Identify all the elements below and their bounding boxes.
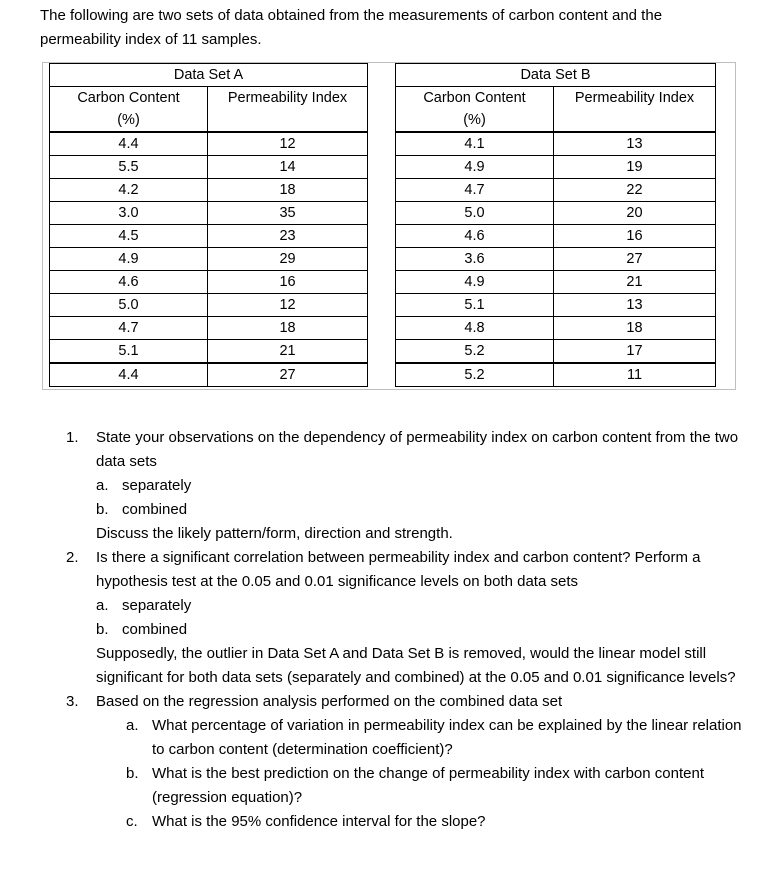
- question-1-part-b: b. combined: [96, 501, 188, 518]
- table-a-row: [50, 340, 368, 364]
- question-3-text: Based on the regression analysis performed on the combined data set: [96, 693, 563, 710]
- table-b-row: [396, 132, 716, 156]
- table-b-carbon-cell: 3.6: [396, 248, 554, 271]
- table-b-permeability-cell: 22: [554, 179, 716, 202]
- table-b-permeability-cell: 11: [554, 363, 716, 387]
- table-a-row: [50, 317, 368, 340]
- data-tables-frame: [42, 62, 736, 390]
- table-a-permeability-cell: 27: [208, 363, 368, 387]
- intro-paragraph: The following are two sets of data obtained from the measurements of carbon content and the permeability index of 11 samples.: [40, 7, 663, 48]
- table-a-row: [50, 179, 368, 202]
- table-b-carbon-cell: 5.2: [396, 340, 554, 364]
- table-a-title: Data Set A: [50, 64, 368, 87]
- question-1-part-a: a. separately: [96, 477, 192, 494]
- question-3-part-c: c. What is the 95% confidence interval for the slope?: [126, 813, 486, 830]
- table-b-row: [396, 248, 716, 271]
- table-a-permeability-cell: 21: [208, 340, 368, 364]
- table-a-carbon-cell: 5.1: [50, 340, 208, 364]
- table-b-permeability-cell: 19: [554, 156, 716, 179]
- table-b-carbon-cell: 5.0: [396, 202, 554, 225]
- table-a-row: [50, 156, 368, 179]
- table-a-permeability-cell: 14: [208, 156, 368, 179]
- table-b-row: [396, 294, 716, 317]
- table-a-permeability-cell: 35: [208, 202, 368, 225]
- table-b-carbon-cell: 4.1: [396, 132, 554, 156]
- table-a-row: [50, 132, 368, 156]
- table-a-carbon-cell: 3.0: [50, 202, 208, 225]
- question-2-note: Supposedly, the outlier in Data Set A and Data Set B is removed, would the linear model still significant for both data sets (separately and combined) at the 0.05 and 0.01 significance levels?: [96, 645, 736, 686]
- table-b-row: [396, 317, 716, 340]
- table-b-permeability-cell: 21: [554, 271, 716, 294]
- table-b-permeability-cell: 13: [554, 132, 716, 156]
- table-b-row: [396, 271, 716, 294]
- question-2: [66, 546, 746, 594]
- table-b-row: [396, 202, 716, 225]
- table-a-carbon-cell: 4.4: [50, 132, 208, 156]
- table-b-carbon-cell: 4.6: [396, 225, 554, 248]
- table-a-permeability-cell: 18: [208, 179, 368, 202]
- table-b-carbon-cell: 5.1: [396, 294, 554, 317]
- table-b-row: [396, 156, 716, 179]
- table-b-carbon-cell: 4.9: [396, 271, 554, 294]
- table-b-permeability-cell: 13: [554, 294, 716, 317]
- table-a-carbon-cell: 4.5: [50, 225, 208, 248]
- table-b-carbon-header: Carbon Content (%): [396, 87, 554, 133]
- question-1-text: State your observations on the dependency of permeability index on carbon content from the two data sets: [96, 429, 739, 470]
- questions-list: [66, 426, 746, 834]
- table-a-permeability-cell: 16: [208, 271, 368, 294]
- table-a-permeability-header: Permeability Index: [208, 87, 368, 133]
- table-b-permeability-cell: 27: [554, 248, 716, 271]
- question-3: [66, 690, 746, 714]
- table-a-carbon-cell: 4.4: [50, 363, 208, 387]
- table-b-permeability-cell: 20: [554, 202, 716, 225]
- question-2-part-a: a. separately: [96, 597, 192, 614]
- question-1-number: 1.: [66, 429, 79, 446]
- table-a-row: [50, 202, 368, 225]
- table-b-permeability-cell: 16: [554, 225, 716, 248]
- table-b-carbon-cell: 5.2: [396, 363, 554, 387]
- table-b-carbon-cell: 4.9: [396, 156, 554, 179]
- table-b-carbon-cell: 4.8: [396, 317, 554, 340]
- table-a-permeability-cell: 18: [208, 317, 368, 340]
- question-2-number: 2.: [66, 549, 79, 566]
- question-2-text: Is there a significant correlation between permeability index and carbon content? Perform a hypothesis test at the 0.05 and 0.01 significance levels on both data sets: [96, 549, 701, 590]
- table-b-title: Data Set B: [396, 64, 716, 87]
- table-a-carbon-cell: 4.9: [50, 248, 208, 271]
- data-set-b-table: [395, 63, 716, 387]
- table-b-carbon-cell: 4.7: [396, 179, 554, 202]
- question-3-number: 3.: [66, 693, 79, 710]
- table-a-row: [50, 248, 368, 271]
- table-a-carbon-cell: 5.5: [50, 156, 208, 179]
- table-b-row: [396, 225, 716, 248]
- question-1-note: Discuss the likely pattern/form, direction and strength.: [96, 525, 453, 542]
- question-3-part-b: b. What is the best prediction on the change of permeability index with carbon content (regression equation)?: [126, 765, 704, 806]
- table-a-carbon-cell: 4.7: [50, 317, 208, 340]
- table-b-row: [396, 179, 716, 202]
- table-b-permeability-cell: 18: [554, 317, 716, 340]
- table-b-permeability-cell: 17: [554, 340, 716, 364]
- table-a-carbon-cell: 5.0: [50, 294, 208, 317]
- table-a-carbon-cell: 4.6: [50, 271, 208, 294]
- table-a-permeability-cell: 12: [208, 132, 368, 156]
- question-2-part-b: b. combined: [96, 621, 188, 638]
- question-3-part-a: a. What percentage of variation in permeability index can be explained by the linear relation to carbon content (determination coefficient)?: [126, 717, 742, 758]
- table-a-row: [50, 294, 368, 317]
- table-b-permeability-header: Permeability Index: [554, 87, 716, 133]
- table-a-carbon-cell: 4.2: [50, 179, 208, 202]
- table-a-permeability-cell: 29: [208, 248, 368, 271]
- table-a-row: [50, 271, 368, 294]
- table-a-permeability-cell: 12: [208, 294, 368, 317]
- table-a-carbon-header: Carbon Content (%): [50, 87, 208, 133]
- table-b-row: [396, 363, 716, 387]
- table-a-permeability-cell: 23: [208, 225, 368, 248]
- data-set-a-table: [49, 63, 368, 387]
- table-b-row: [396, 340, 716, 364]
- table-a-row: [50, 363, 368, 387]
- question-1: [66, 426, 746, 474]
- table-a-row: [50, 225, 368, 248]
